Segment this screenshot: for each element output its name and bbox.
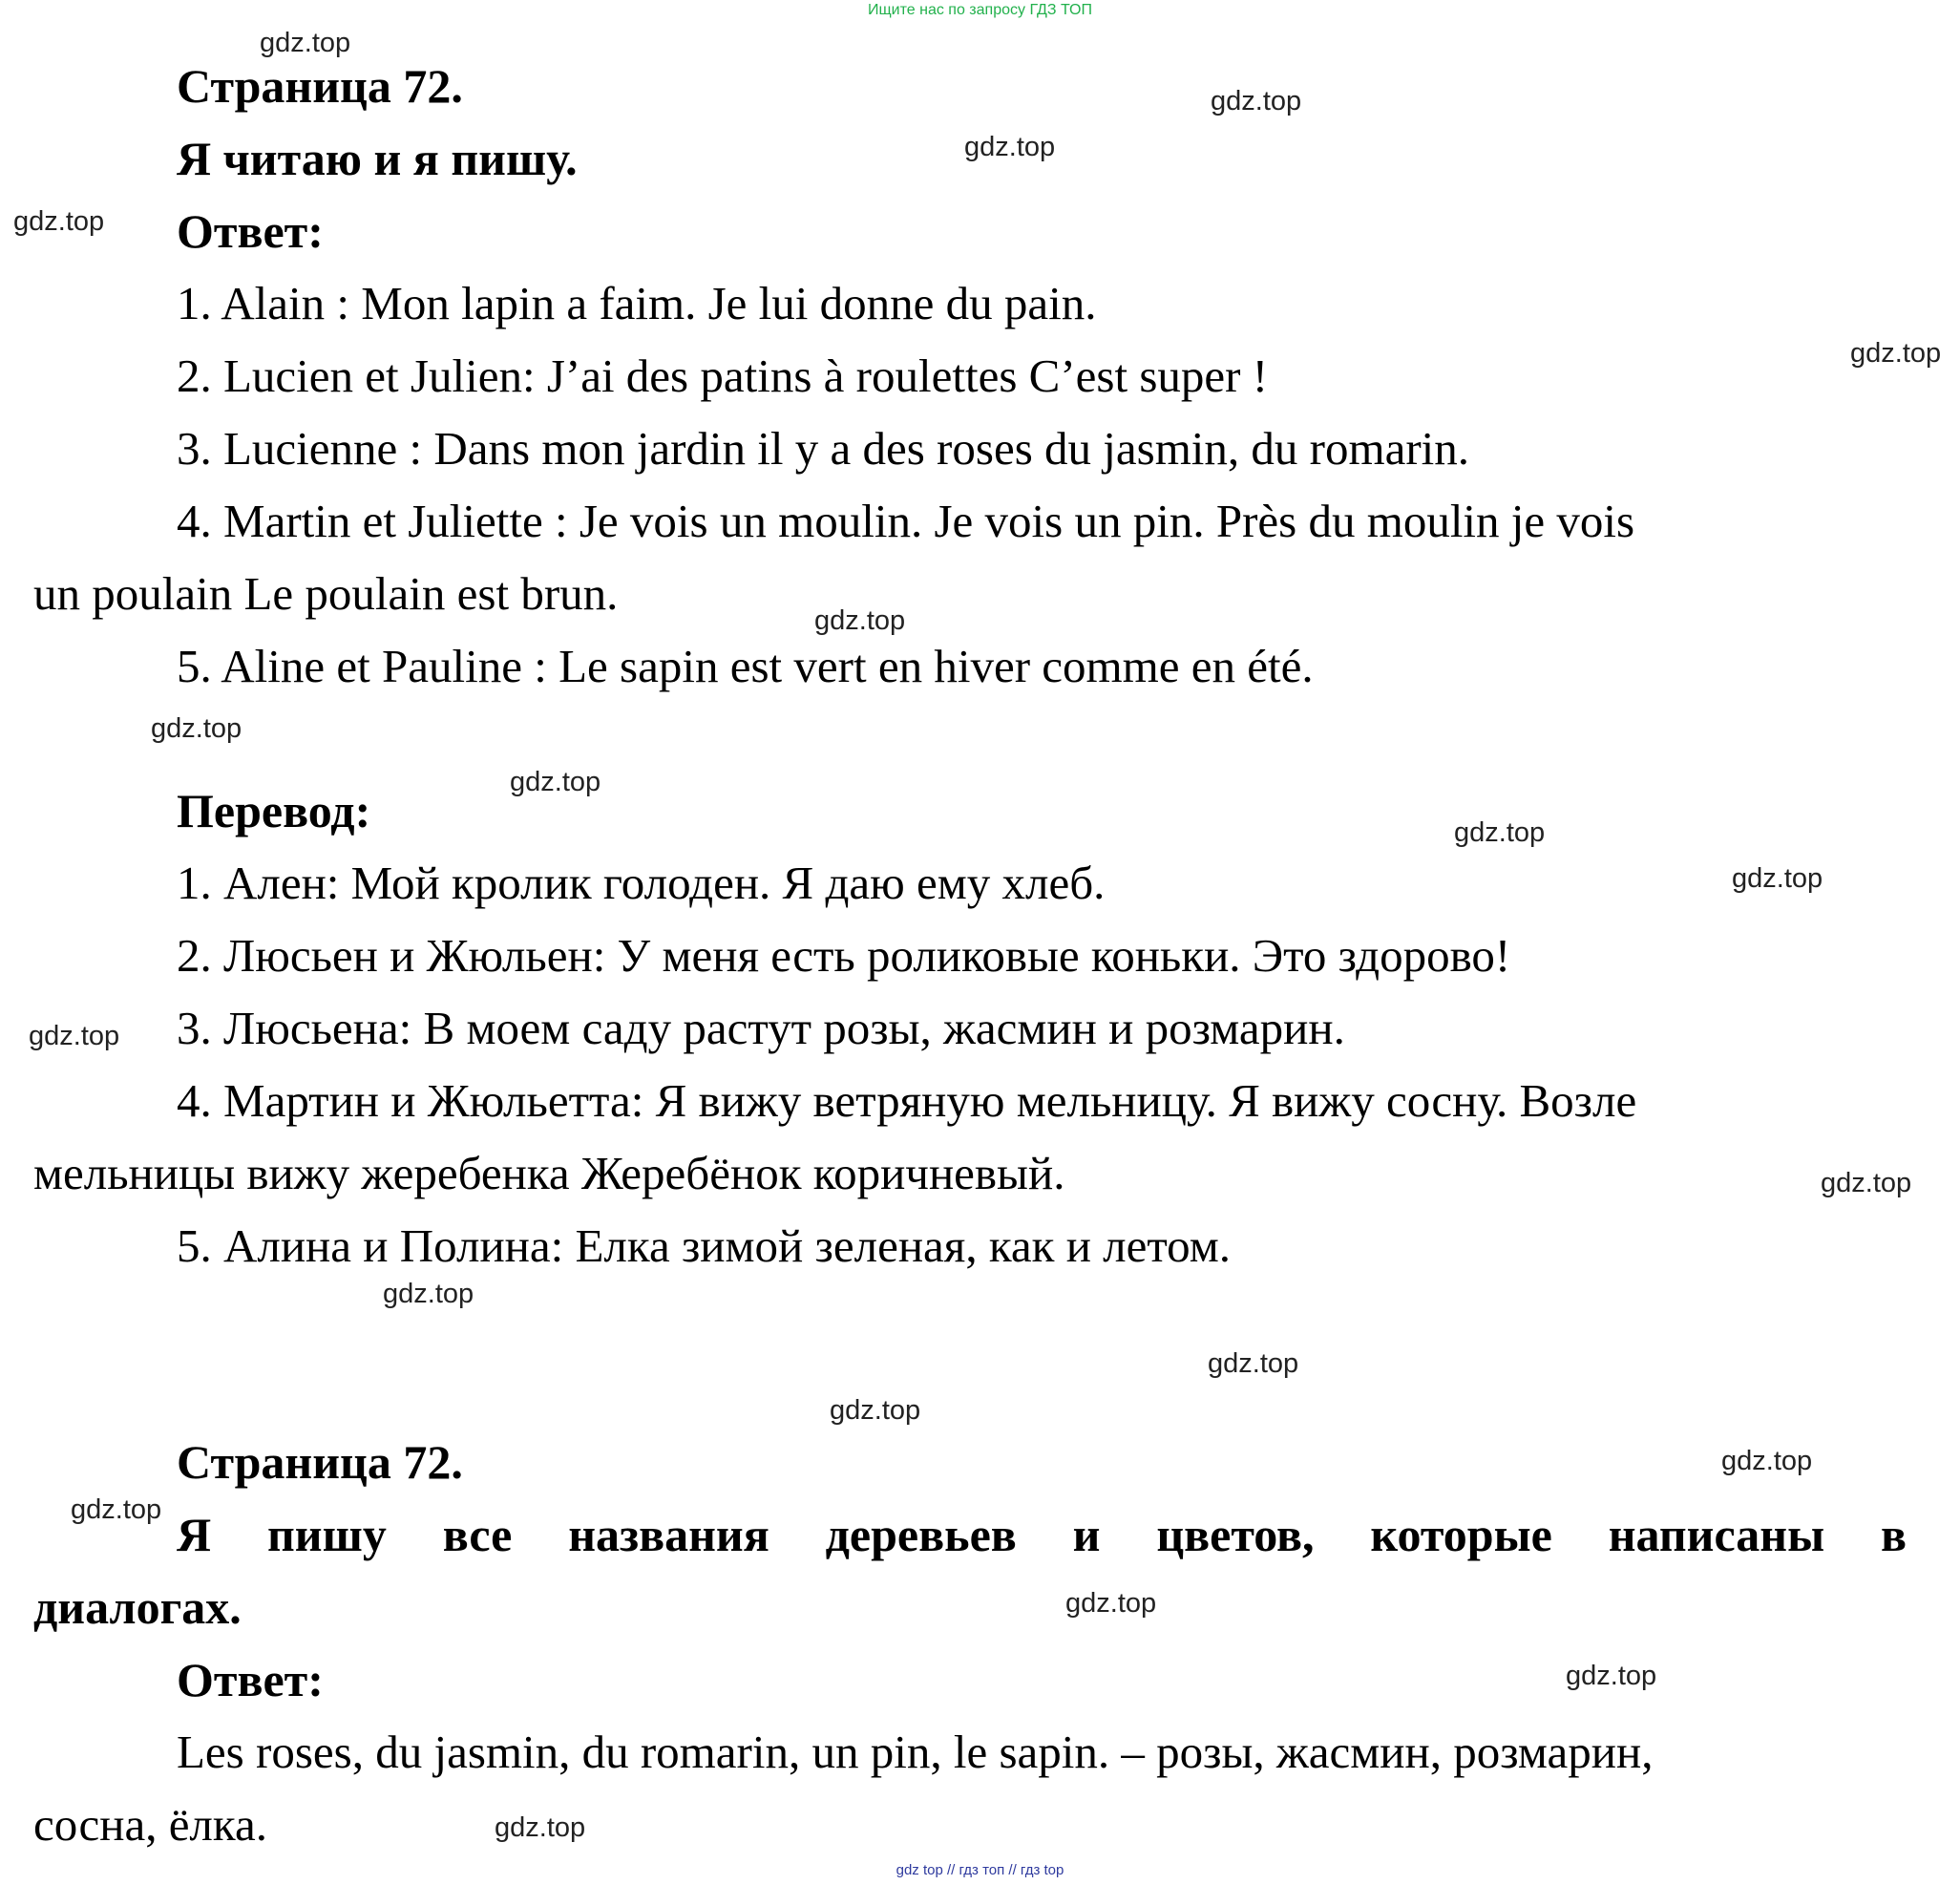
watermark: gdz.top: [1850, 338, 1942, 369]
answer-line-5: 5. Aline et Pauline : Le sapin est vert en hiver comme en été.: [177, 640, 1314, 692]
task-word: написаны: [1608, 1508, 1825, 1561]
translation-line-2: 2. Люсьен и Жюльен: У меня есть роликовые коньки. Это здорово!: [177, 929, 1511, 982]
task-word: названия: [568, 1508, 769, 1561]
watermark: gdz.top: [71, 1494, 162, 1525]
task-word: которые: [1370, 1508, 1552, 1561]
task-word: и: [1072, 1508, 1101, 1561]
watermark: gdz.top: [964, 132, 1056, 162]
task-word: все: [442, 1508, 513, 1561]
watermark: gdz.top: [1208, 1348, 1299, 1379]
answer-line-4b: un poulain Le poulain est brun.: [33, 567, 619, 620]
answer-2-line-2: сосна, ёлка.: [33, 1798, 267, 1851]
watermark: gdz.top: [510, 767, 601, 797]
task-word: цветов,: [1156, 1508, 1315, 1561]
task-title-2-line-1: [177, 1508, 1907, 1561]
answer-label: Ответ:: [177, 204, 324, 258]
task-word: пишу: [266, 1508, 387, 1561]
watermark: gdz.top: [1721, 1446, 1813, 1476]
top-banner: Ищите нас по запросу ГДЗ ТОП: [868, 2, 1092, 18]
page-title-2: Страница 72.: [177, 1435, 463, 1489]
translation-line-3: 3. Люсьена: В моем саду растут розы, жасмин и розмарин.: [177, 1002, 1345, 1054]
answer-2-line-1: Les roses, du jasmin, du romarin, un pin, le sapin. – розы, жасмин, розмарин,: [177, 1726, 1654, 1778]
task-word: деревьев: [825, 1508, 1017, 1561]
watermark: gdz.top: [151, 713, 242, 744]
answer-line-3: 3. Lucienne : Dans mon jardin il y a des roses du jasmin, du romarin.: [177, 422, 1470, 475]
watermark: gdz.top: [830, 1395, 921, 1426]
task-title-2-line-2: диалогах.: [33, 1580, 242, 1634]
task-word: Я: [177, 1508, 212, 1561]
task-title: Я читаю и я пишу.: [177, 132, 578, 185]
translation-line-4a: 4. Мартин и Жюльетта: Я вижу ветряную мельницу. Я вижу сосну. Возле: [177, 1074, 1637, 1127]
answer-line-4a: 4. Martin et Juliette : Je vois un moulin. Je vois un pin. Près du moulin je vois: [177, 495, 1635, 547]
watermark: gdz.top: [383, 1279, 474, 1309]
watermark: gdz.top: [1732, 863, 1823, 894]
answer-label-2: Ответ:: [177, 1653, 324, 1706]
watermark: gdz.top: [1566, 1661, 1657, 1691]
answer-line-1: 1. Alain : Mon lapin a faim. Je lui donne du pain.: [177, 277, 1097, 329]
watermark: gdz.top: [1065, 1588, 1157, 1619]
page-title: Страница 72.: [177, 59, 463, 113]
watermark: gdz.top: [1211, 86, 1302, 116]
watermark: gdz.top: [495, 1812, 586, 1843]
answer-line-2: 2. Lucien et Julien: J’ai des patins à roulettes C’est super !: [177, 349, 1269, 402]
watermark: gdz.top: [13, 206, 105, 237]
watermark: gdz.top: [1454, 817, 1546, 848]
watermark: gdz.top: [260, 28, 351, 58]
watermark: gdz.top: [29, 1021, 120, 1051]
translation-label: Перевод:: [177, 784, 371, 837]
watermark: gdz.top: [1821, 1168, 1912, 1198]
task-word: в: [1880, 1508, 1907, 1561]
translation-line-4b: мельницы вижу жеребенка Жеребёнок коричневый.: [33, 1147, 1065, 1199]
translation-line-1: 1. Ален: Мой кролик голоден. Я даю ему хлеб.: [177, 857, 1106, 909]
bottom-banner: gdz top // гдз топ // гдз top: [896, 1862, 1064, 1878]
translation-line-5: 5. Алина и Полина: Елка зимой зеленая, как и летом.: [177, 1219, 1231, 1272]
watermark: gdz.top: [814, 605, 906, 636]
